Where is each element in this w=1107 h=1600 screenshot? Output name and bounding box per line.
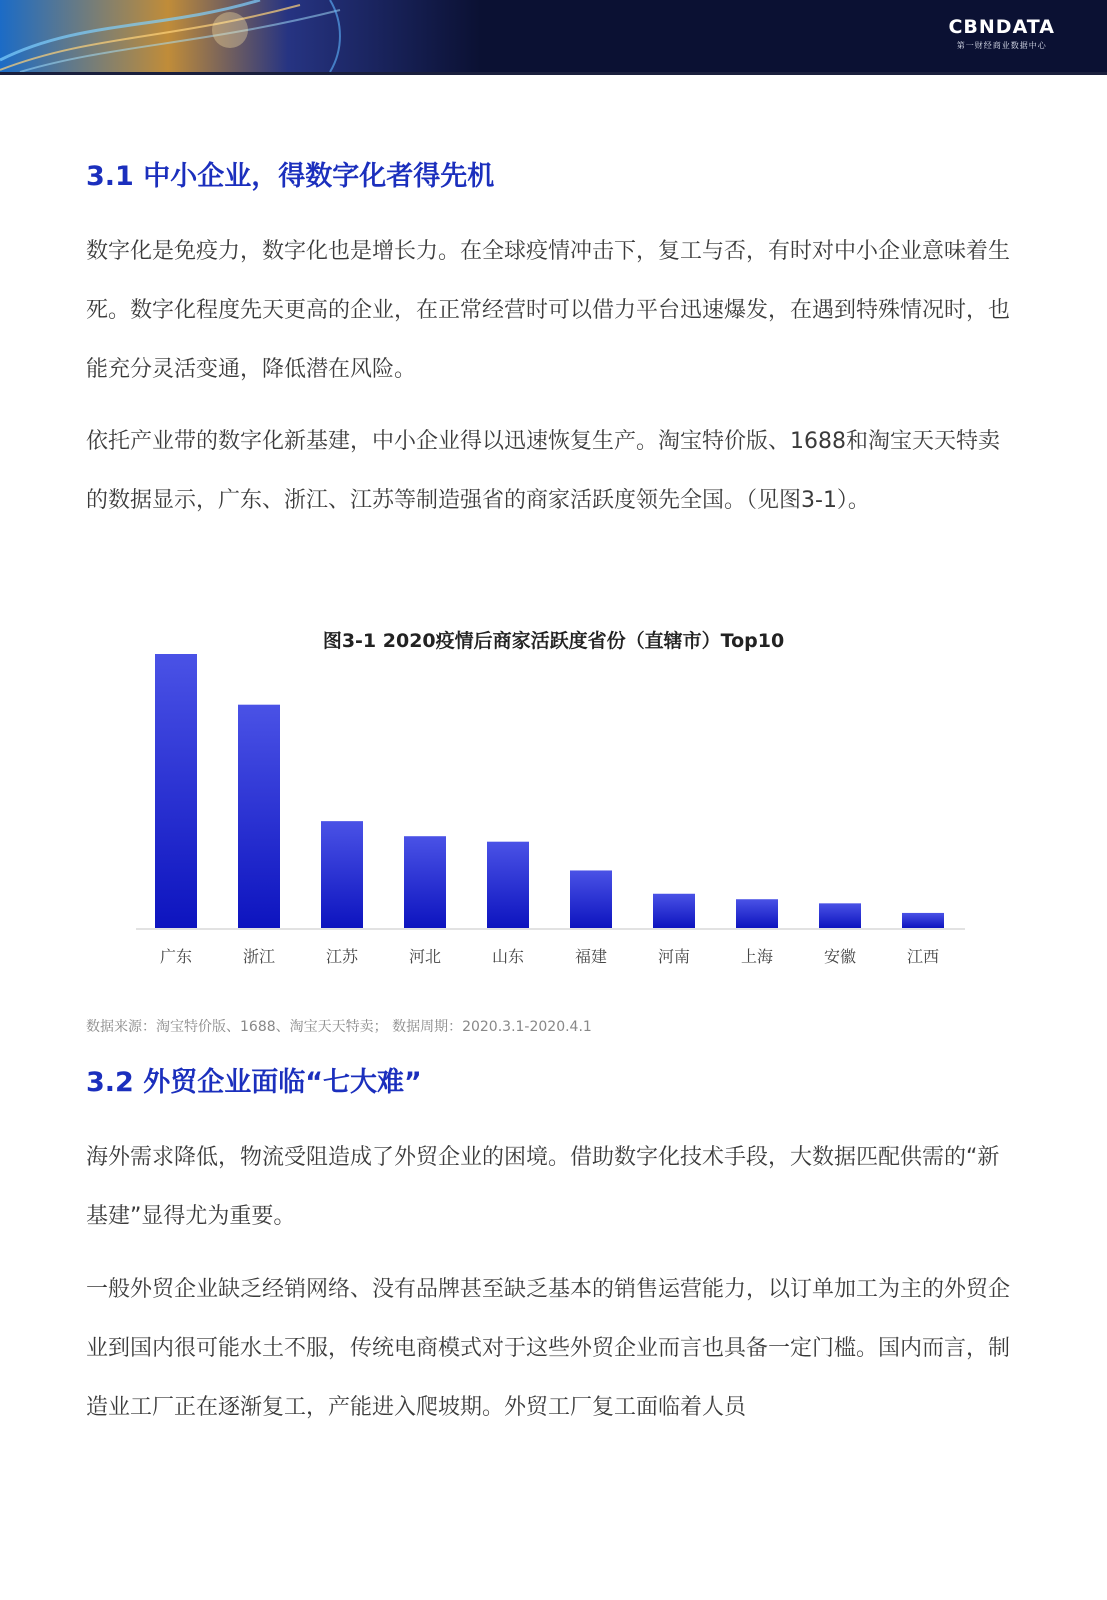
section2-paragraph-2: 一般外贸企业缺乏经销网络、没有品牌甚至缺乏基本的销售运营能力，以订单加工为主的外贸企业到国内很可能水土不服，传统电商模式对于这些外贸企业而言也具备一定门槛。国内而言，制造业工厂正在逐渐复工，产能进入爬坡期。外贸工厂复工面临着人员 (86, 1277, 1011, 1420)
x-tick-label: 河南 (657, 947, 691, 966)
x-tick-label: 浙江 (242, 947, 276, 966)
chart-title: 图3-1 2020疫情后商家活跃度省份（直辖市）Top10 (322, 630, 785, 652)
bar-浙江 (238, 705, 280, 928)
bar-江苏 (321, 821, 363, 928)
bar-上海 (736, 899, 778, 928)
section-heading-3-1: 3.1 中小企业，得数字化者得先机 (86, 161, 495, 192)
logo-subtitle: 第一财经商业数据中心 (956, 41, 1047, 50)
x-tick-label: 山东 (491, 947, 525, 966)
x-tick-label: 江苏 (325, 947, 359, 966)
bar-山东 (487, 842, 529, 928)
bar-河南 (653, 894, 695, 928)
x-tick-label: 江西 (906, 947, 940, 966)
x-tick-label: 安徽 (823, 947, 857, 966)
x-tick-label: 河北 (408, 947, 442, 966)
bar-安徽 (819, 903, 861, 928)
chart-source-note: 数据来源：淘宝特价版、1688、淘宝天天特卖； 数据周期：2020.3.1-2020.4.1 (86, 1019, 592, 1035)
section1-paragraph-2: 依托产业带的数字化新基建，中小企业得以迅速恢复生产。淘宝特价版、1688和淘宝天天特卖的数据显示，广东、浙江、江苏等制造强省的商家活跃度领先全国。（见图3-1）。 (86, 429, 1000, 513)
logo-text: CBNDATA (948, 16, 1055, 38)
bar-福建 (570, 870, 612, 928)
section1-paragraph-1: 数字化是免疫力，数字化也是增长力。在全球疫情冲击下，复工与否，有时对中小企业意味着生死。数字化程度先天更高的企业，在正常经营时可以借力平台迅速爆发，在遇到特殊情况时，也能充分灵活变通，降低潜在风险。 (86, 239, 1011, 382)
bar-江西 (902, 913, 944, 928)
bar-广东 (155, 654, 197, 928)
x-tick-label: 福建 (574, 947, 608, 966)
x-tick-label: 广东 (159, 947, 193, 966)
x-tick-label: 上海 (740, 947, 774, 966)
bar-河北 (404, 836, 446, 928)
section2-paragraph-1: 海外需求降低，物流受阻造成了外贸企业的困境。借助数字化技术手段，大数据匹配供需的“新基建”显得尤为重要。 (86, 1145, 1000, 1229)
section-heading-3-2: 3.2 外贸企业面临“七大难” (86, 1067, 422, 1098)
